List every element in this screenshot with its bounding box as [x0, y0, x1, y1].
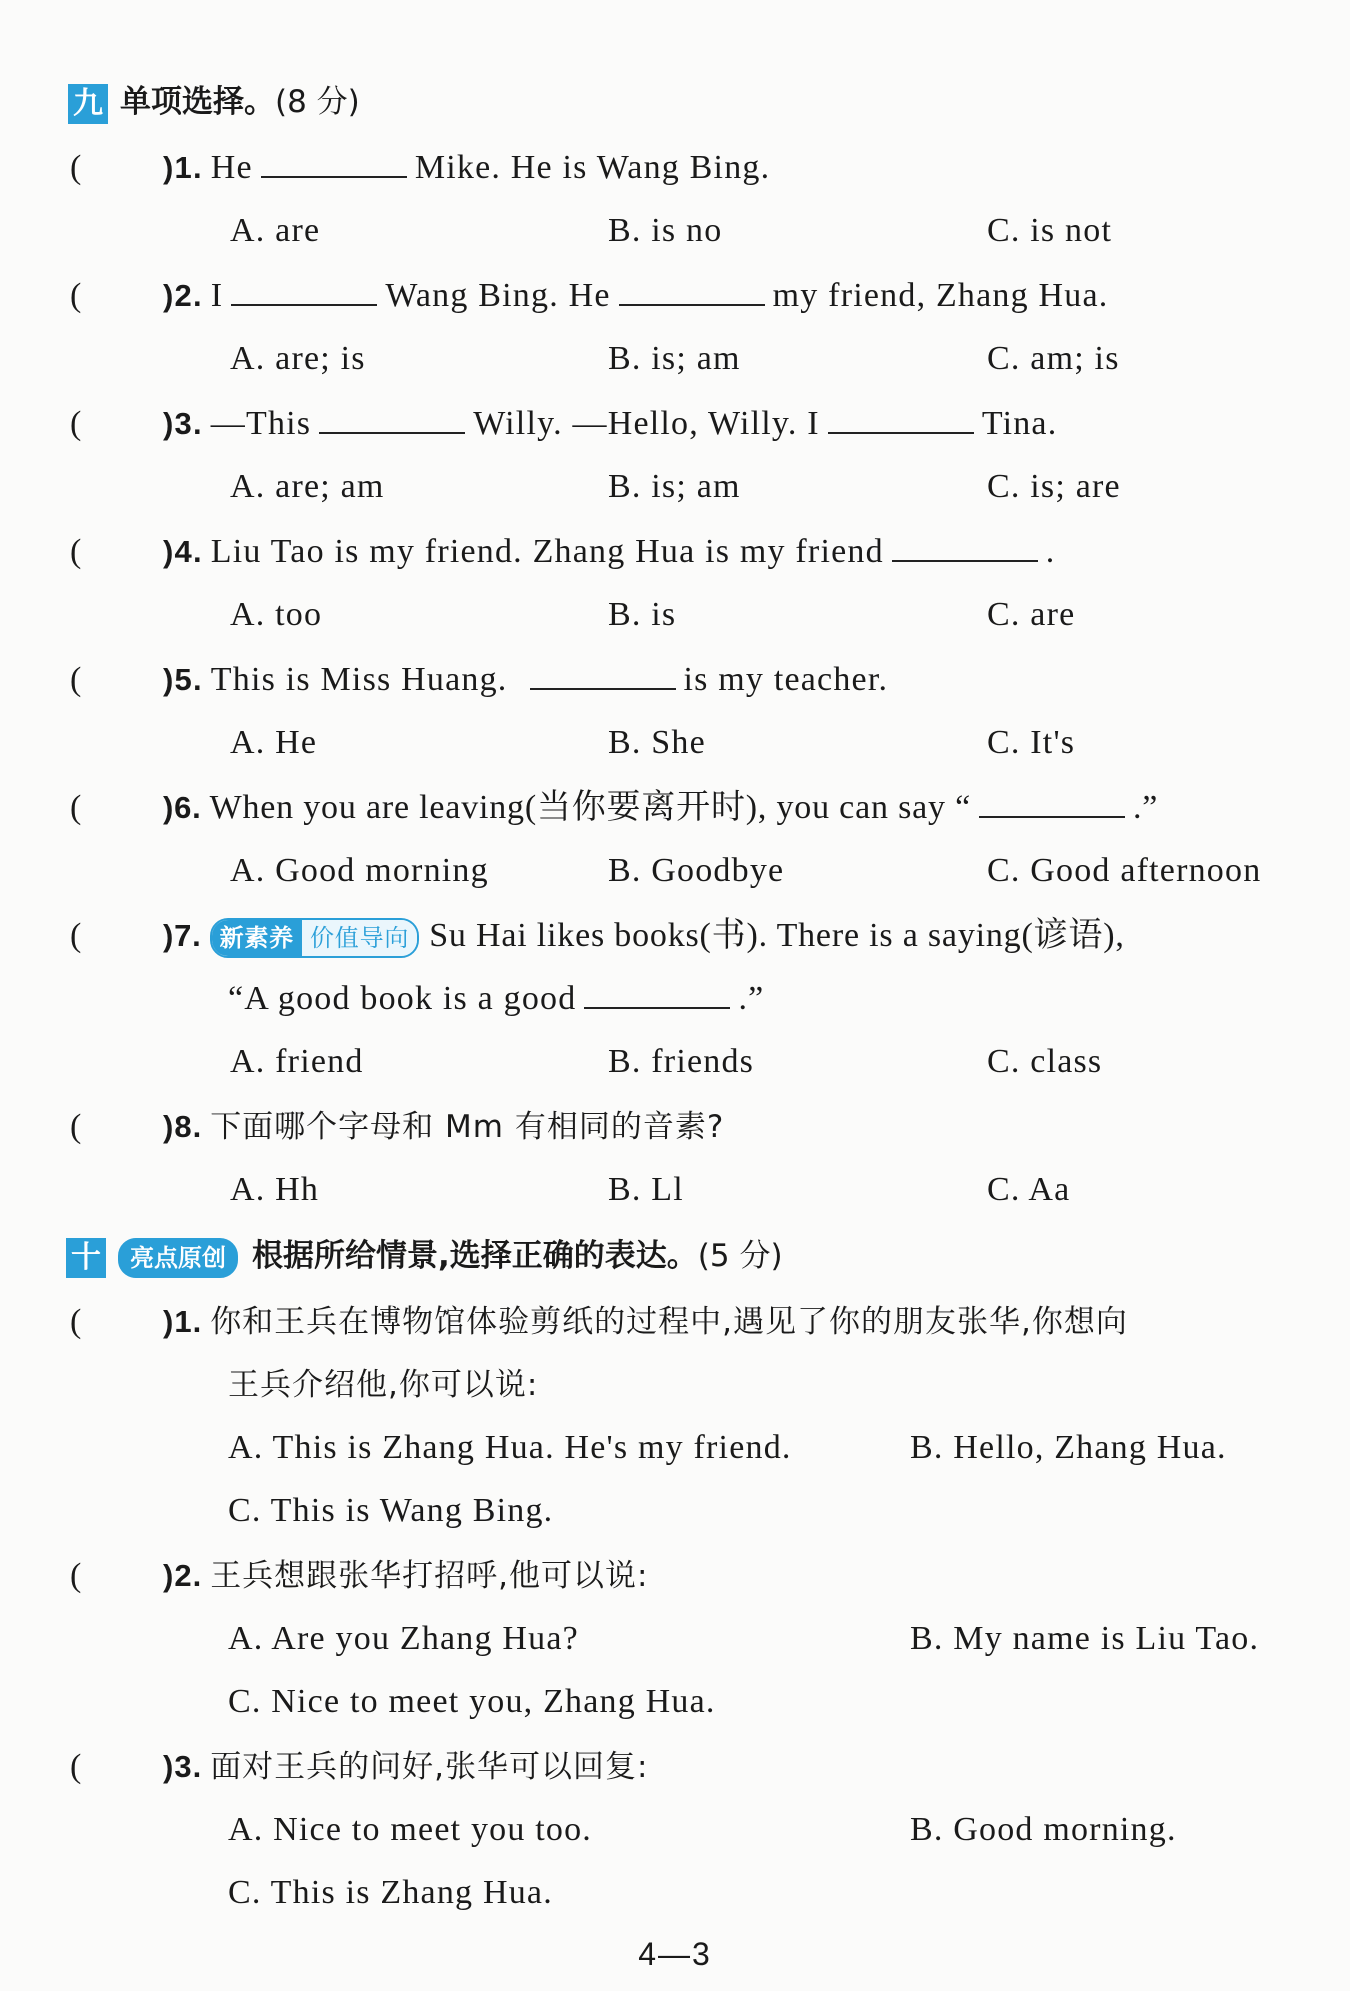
question-text: Su Hai likes books(书). There is a saying(谚语), [429, 917, 1125, 954]
question-number: )2. [163, 1558, 203, 1593]
question-9-7 [163, 916, 1125, 958]
question-number: )4. [163, 534, 203, 569]
question-10-1 [163, 1302, 1128, 1342]
question-9-6 [163, 788, 1158, 828]
option-a: A. Are you Zhang Hua? [228, 1620, 579, 1657]
option-c: C. class [987, 1043, 1103, 1080]
question-9-3 [163, 404, 1057, 444]
option-b: B. is [608, 596, 677, 633]
question-text: Willy. —Hello, Willy. I [473, 405, 820, 442]
option-b: B. friends [608, 1043, 755, 1080]
question-text: is my teacher. [683, 661, 889, 698]
option-b: B. Hello, Zhang Hua. [910, 1429, 1227, 1466]
option-c: C. is not [987, 212, 1113, 249]
option-b: B. She [608, 724, 706, 761]
section-9-score: (8 分) [275, 84, 360, 120]
answer-paren[interactable]: ( [70, 1557, 82, 1594]
question-number: )1. [163, 1304, 203, 1339]
question-9-1 [163, 148, 770, 188]
answer-paren[interactable]: ( [70, 277, 82, 314]
section-10-score: (5 分) [697, 1238, 783, 1274]
section-10-title: 根据所给情景,选择正确的表达。 [252, 1238, 698, 1274]
option-b: B. My name is Liu Tao. [910, 1620, 1260, 1657]
question-10-2 [163, 1556, 649, 1596]
question-text: .” [1132, 789, 1159, 826]
fill-blank [261, 148, 407, 178]
option-a: A. This is Zhang Hua. He's my friend. [228, 1429, 792, 1466]
option-b: B. Goodbye [608, 852, 785, 889]
question-number: )3. [163, 1749, 203, 1784]
question-9-5 [163, 660, 888, 700]
option-a: A. He [230, 724, 318, 761]
answer-paren[interactable]: ( [70, 1748, 82, 1785]
tag-main-label: 新素养 [212, 920, 302, 956]
question-text: He [210, 149, 253, 186]
section-9-header [68, 82, 360, 124]
fill-blank [319, 404, 465, 434]
page-number: 4—3 [638, 1936, 712, 1972]
fill-blank [530, 660, 676, 690]
answer-paren[interactable]: ( [70, 789, 82, 826]
option-c: C. Aa [987, 1171, 1071, 1208]
question-text: . [1045, 533, 1056, 570]
question-number: )7. [163, 918, 202, 953]
option-c: C. are [987, 596, 1076, 633]
option-c: C. Nice to meet you, Zhang Hua. [228, 1683, 716, 1720]
option-b: B. Ll [608, 1171, 684, 1208]
fill-blank [231, 276, 377, 306]
option-a: A. Nice to meet you too. [228, 1811, 593, 1848]
question-text: Wang Bing. He [385, 277, 611, 314]
question-number: )6. [163, 790, 202, 825]
option-c: C. This is Zhang Hua. [228, 1874, 553, 1911]
answer-paren[interactable]: ( [70, 149, 82, 186]
option-c: C. It's [987, 724, 1076, 761]
question-text: This is Miss Huang. [210, 661, 508, 698]
question-number: )3. [163, 406, 203, 441]
answer-paren[interactable]: ( [70, 533, 82, 570]
section-9-title: 单项选择。 [120, 84, 275, 120]
answer-paren[interactable]: ( [70, 1303, 82, 1340]
section-10-number: 十 [66, 1238, 106, 1278]
answer-paren[interactable]: ( [70, 661, 82, 698]
question-number: )5. [163, 662, 203, 697]
option-b: B. is; am [608, 340, 741, 377]
fill-blank [892, 532, 1038, 562]
answer-paren[interactable]: ( [70, 405, 82, 442]
question-text: my friend, Zhang Hua. [772, 277, 1109, 314]
original-tag: 亮点原创 [118, 1238, 238, 1278]
option-a: A. friend [230, 1043, 364, 1080]
question-9-4 [163, 532, 1056, 572]
answer-paren[interactable]: ( [70, 1108, 82, 1145]
section-10-header [66, 1236, 783, 1278]
fill-blank [619, 276, 765, 306]
question-text: Liu Tao is my friend. Zhang Hua is my friend [210, 533, 884, 570]
question-9-7-cont [228, 979, 764, 1019]
option-b: B. is; am [608, 468, 741, 505]
question-text: “A good book is a good [228, 980, 577, 1017]
fill-blank [828, 404, 974, 434]
question-text: —This [210, 405, 312, 442]
question-text: 你和王兵在博物馆体验剪纸的过程中,遇见了你的朋友张华,你想向 [210, 1304, 1128, 1340]
question-number: )2. [163, 278, 203, 313]
question-9-8 [163, 1107, 724, 1147]
option-a: A. Good morning [230, 852, 489, 889]
question-text: 王兵想跟张华打招呼,他可以说: [210, 1558, 649, 1594]
option-c: C. is; are [987, 468, 1121, 505]
fill-blank [584, 979, 730, 1009]
option-a: A. are; is [230, 340, 366, 377]
question-text: Tina. [981, 405, 1058, 442]
question-text: When you are leaving(当你要离开时), you can say “ [209, 789, 971, 826]
option-c: C. This is Wang Bing. [228, 1492, 554, 1529]
question-text: 下面哪个字母和 Mm 有相同的音素? [210, 1109, 725, 1145]
question-text: 面对王兵的问好,张华可以回复: [210, 1749, 649, 1785]
option-a: A. Hh [230, 1171, 320, 1208]
literacy-tag [210, 918, 420, 958]
question-9-2 [163, 276, 1108, 316]
fill-blank [979, 788, 1125, 818]
option-a: A. are; am [230, 468, 385, 505]
answer-paren[interactable]: ( [70, 917, 82, 954]
option-a: A. too [230, 596, 323, 633]
question-text: .” [738, 980, 765, 1017]
question-10-1-cont: 王兵介绍他,你可以说: [228, 1367, 539, 1403]
question-number: )8. [163, 1109, 203, 1144]
question-text: Mike. He is Wang Bing. [414, 149, 771, 186]
option-b: B. Good morning. [910, 1811, 1177, 1848]
option-a: A. are [230, 212, 321, 249]
option-b: B. is no [608, 212, 723, 249]
section-9-number: 九 [68, 84, 108, 124]
question-text: I [210, 277, 224, 314]
tag-sub-label: 价值导向 [302, 920, 417, 956]
question-number: )1. [163, 150, 203, 185]
option-c: C. Good afternoon [987, 852, 1262, 889]
option-c: C. am; is [987, 340, 1120, 377]
question-10-3 [163, 1747, 649, 1787]
